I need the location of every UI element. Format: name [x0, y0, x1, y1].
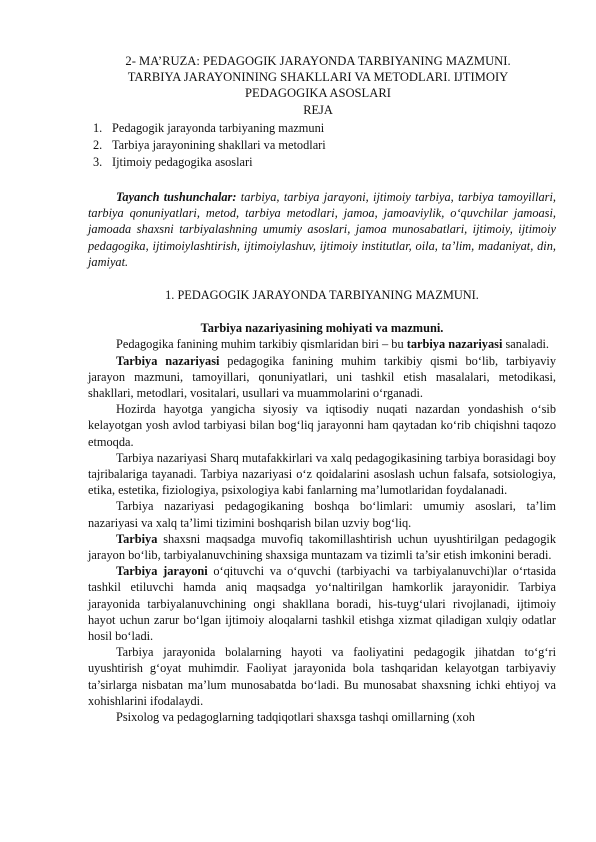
paragraph-text: o‘qituvchi va o‘quvchi (tarbiyachi va tarbiyalanuvchi)lar o‘rtasida tashkil etiluvchi hamda aniq maqsadga yo‘naltirilgan hamkorlik jarayonidir. Tarbiya jarayonida tarbiyalanuvchining ongi shakllana boradi, his-tuyg‘ulari rivojlanadi, ijtimoiy hayot uchun zarur bo‘lgan ijtimoiy aloqalarni tashkil etishga xizmat qiladigan xulqiy odatlar hosil bo‘ladi. — [88, 564, 556, 644]
plan-item — [93, 120, 493, 137]
term-bold: tarbiya nazariyasi — [406, 337, 503, 352]
paragraph — [88, 563, 556, 644]
paragraph-text: shaxsni maqsadga muvofiq takomillashtirish uchun uyushtirilgan pedagogik jarayon bo‘lib, tarbiyalanuvchining shaxsiga muntazam va tizimli ta’sir etish imkonini beradi. — [88, 531, 556, 563]
key-concepts-paragraph — [88, 189, 556, 270]
title-line-1: 2- MA’RUZA: PEDAGOGIK JARAYONDA TARBIYANING MAZMUNI. — [125, 54, 511, 68]
key-concepts-text: tarbiya, tarbiya jarayoni, ijtimoiy tarbiya, tarbiya tamoyillari, tarbiya qonuniyatlari, metod, tarbiya metodlari, jamoa, jamoaviylik, o‘quvchilar jamoasi, jamoada shaxsni tarbiyalashning umumiy asoslari, jamoa munosabatlari, ijtimoiy, ijtimoiy pedagogika, ijtimoiylashtirish, ijtimoiylashuv, ijtimoiy institutlar, oila, ta’lim, madaniyat, din, jamiyat. — [88, 190, 556, 269]
paragraph — [88, 353, 556, 402]
paragraph-text: Pedagogika fanining muhim tarkibiy qismlaridan biri – bu — [116, 337, 407, 352]
title-line-2: TARBIYA JARAYONINING SHAKLLARI VA METODLARI. IJTIMOIY — [127, 70, 509, 85]
lecture-body — [88, 189, 556, 725]
paragraph-text: sanaladi. — [502, 337, 550, 352]
plan-item — [93, 154, 493, 171]
paragraph: Psixolog va pedagoglarning tadqiqotlari shaxsga tashqi omillarning (xoh — [116, 710, 475, 725]
key-concepts-label: Tayanch tushunchalar: — [116, 190, 237, 204]
paragraph — [88, 531, 556, 563]
term-bold: Tarbiya nazariyasi — [116, 353, 220, 368]
term-bold: Tarbiya — [116, 531, 158, 546]
plan-item-number: 1. — [93, 121, 103, 135]
title-line-3: PEDAGOGIKA ASOSLARI — [245, 86, 391, 101]
term-bold: Tarbiya jarayoni — [116, 564, 208, 579]
paragraph: Tarbiya nazariyasi Sharq mutafakkirlari va xalq pedagogikasining tarbiya borasidagi boy tajribalariga tayanadi. Tarbiya nazariyasi o‘z qoidalarini asoslash uchun falsafa, sotsiologiya, etika, estetika, fiziologiya, psixologiya kabi fanlarning ma’lumotlaridan foydalanadi. — [88, 450, 556, 498]
subsection-heading: Tarbiya nazariyasining mohiyati va mazmuni. — [200, 321, 444, 336]
paragraph: Hozirda hayotga yangicha siyosiy va iqtisodiy nuqati nazardan yondashish o‘sib kelayotgan yosh avlod tarbiyasi bilan bog‘liq jarayonni ham qaytadan ko‘rib chiqishni taqozo etmoqda. — [88, 402, 556, 449]
plan-item-text: Ijtimoiy pedagogika asoslari — [112, 155, 253, 169]
paragraph — [88, 336, 556, 352]
plan-item-text: Tarbiya jarayonining shakllari va metodlari — [112, 138, 326, 152]
plan-item-number: 3. — [93, 155, 103, 169]
plan-item — [93, 137, 493, 154]
section-heading: 1. PEDAGOGIK JARAYONDA TARBIYANING MAZMUNI. — [165, 288, 479, 303]
lecture-title — [80, 53, 556, 102]
paragraph: Tarbiya nazariyasi pedagogikaning boshqa bo‘limlari: umumiy asoslari, ta’lim nazariyasi va xalq ta’limi tizimini boshqarish bilan uzviy bog‘liq. — [88, 499, 556, 530]
paragraph: Tarbiya jarayonida bolalarning hayoti va faoliyatini pedagogik jihatdan to‘g‘ri uyushtirish g‘oyat muhimdir. Faoliyat jarayonida bola tashqaridan kelayotgan tarbiyaviy ta’sirlarga nisbatan ma’lum munosabatda bo‘ladi. Bu munosabat shaxsning ichki ehtiyoj va xohishlarini ifodalaydi. — [88, 645, 556, 708]
plan-item-text: Pedagogik jarayonda tarbiyaning mazmuni — [112, 121, 325, 135]
plan-item-number: 2. — [93, 138, 103, 152]
plan-list — [93, 120, 493, 171]
paragraph-text: pedagogika fanining muhim tarkibiy qismi bo‘lib, tarbiyaviy jarayon mazmuni, tamoyillari, qonuniyatlari, uni tashkil etish masalalari, metodikasi, shakllari, metodlari, vositalari, usullari va muammolarini o‘rganadi. — [88, 353, 556, 401]
plan-heading: REJA — [303, 103, 333, 117]
